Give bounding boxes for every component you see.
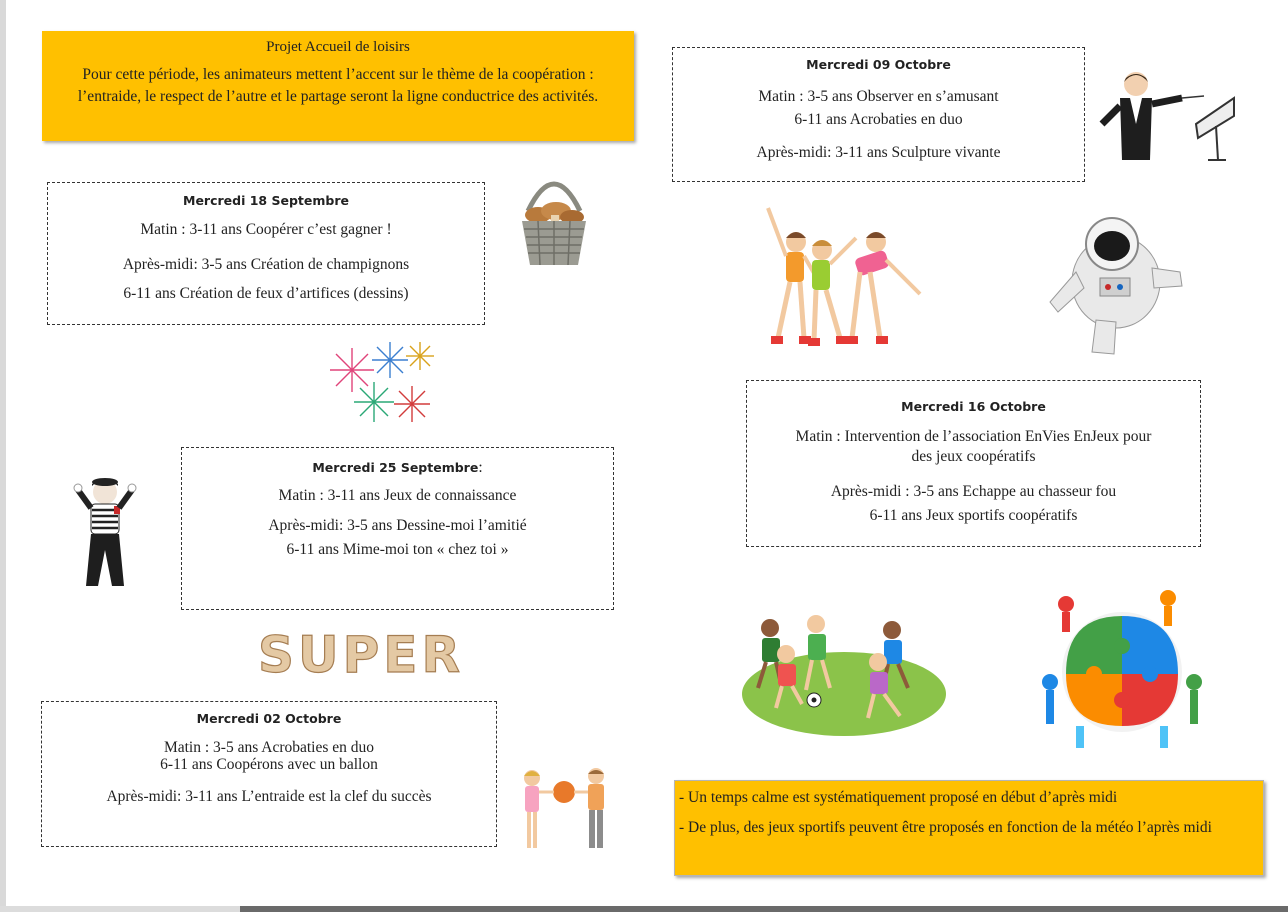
session-afternoon: Après-midi: 3-5 ans Dessine-moi l’amitié: [268, 517, 527, 534]
session-title: Mercredi 09 Octobre: [806, 57, 951, 72]
session-25-septembre: [181, 447, 614, 610]
session-title: Mercredi 18 Septembre: [183, 193, 349, 208]
notes-banner: [674, 780, 1264, 876]
session-morning: Matin : 3-5 ans Observer en s’amusant: [758, 88, 999, 105]
session-18-septembre: [47, 182, 485, 325]
session-afternoon: Après-midi : 3-5 ans Echappe au chasseur fou: [830, 483, 1117, 500]
session-morning: Matin : Intervention de l’association EnVies EnJeux pour: [795, 428, 1152, 445]
super-word: SUPER: [258, 626, 464, 684]
conductor-child-image: [1094, 68, 1244, 162]
session-morning: Matin : 3-5 ans Acrobaties en duo: [163, 739, 375, 756]
session-title: Mercredi 02 Octobre: [196, 711, 342, 726]
intro-line-2: l’entraide, le respect de l’autre et le partage seront la ligne conductrice des activités.: [77, 88, 599, 105]
session-morning-cont: des jeux coopératifs: [911, 448, 1036, 465]
mushroom-basket-image: [516, 165, 592, 269]
intro-line-1: Pour cette période, les animateurs mettent l’accent sur le thème de la coopération :: [82, 66, 594, 83]
note-quiet-time: - Un temps calme est systématiquement proposé en début d’après midi: [679, 789, 1118, 806]
session-09-octobre: [672, 47, 1085, 182]
session-16-octobre: [746, 380, 1201, 547]
session-afternoon: Après-midi: 3-11 ans L’entraide est la clef du succès: [106, 788, 432, 805]
scrollbar-thumb[interactable]: [240, 906, 1288, 912]
horizontal-scrollbar[interactable]: [0, 906, 1288, 912]
soccer-kids-image: [740, 608, 948, 740]
session-morning-older: 6-11 ans Coopérons avec un ballon: [160, 756, 378, 773]
session-morning: Matin : 3-11 ans Jeux de connaissance: [278, 487, 517, 504]
session-morning: Matin : 3-11 ans Coopérer c’est gagner !: [140, 221, 392, 238]
note-sports-weather: - De plus, des jeux sportifs peuvent être proposés en fonction de la météo l’après midi: [679, 819, 1212, 836]
page-edge: [0, 0, 6, 912]
session-02-octobre: [41, 701, 497, 847]
fireworks-image: [322, 336, 440, 432]
session-morning-older: 6-11 ans Acrobaties en duo: [794, 111, 963, 128]
session-afternoon-older: 6-11 ans Jeux sportifs coopératifs: [869, 507, 1078, 524]
intro-banner: [42, 31, 634, 141]
mime-child-image: [74, 474, 136, 592]
session-afternoon-older: 6-11 ans Création de feux d’artifices (dessins): [123, 285, 409, 302]
kids-with-ball-image: [516, 766, 610, 856]
session-afternoon: Après-midi: 3-5 ans Création de champignons: [122, 256, 410, 273]
session-title-suffix: :: [478, 459, 483, 476]
astronaut-image: [1040, 202, 1190, 358]
dancing-girls-image: [756, 198, 926, 356]
session-afternoon-older: 6-11 ans Mime-moi ton « chez toi »: [286, 541, 509, 558]
puzzle-people-image: [1036, 586, 1208, 754]
session-title: Mercredi 25 Septembre: [312, 460, 479, 475]
intro-heading: Projet Accueil de loisirs: [266, 39, 410, 55]
session-title: Mercredi 16 Octobre: [901, 399, 1046, 414]
session-afternoon: Après-midi: 3-11 ans Sculpture vivante: [756, 144, 1001, 161]
super-letters-image: [258, 620, 464, 684]
